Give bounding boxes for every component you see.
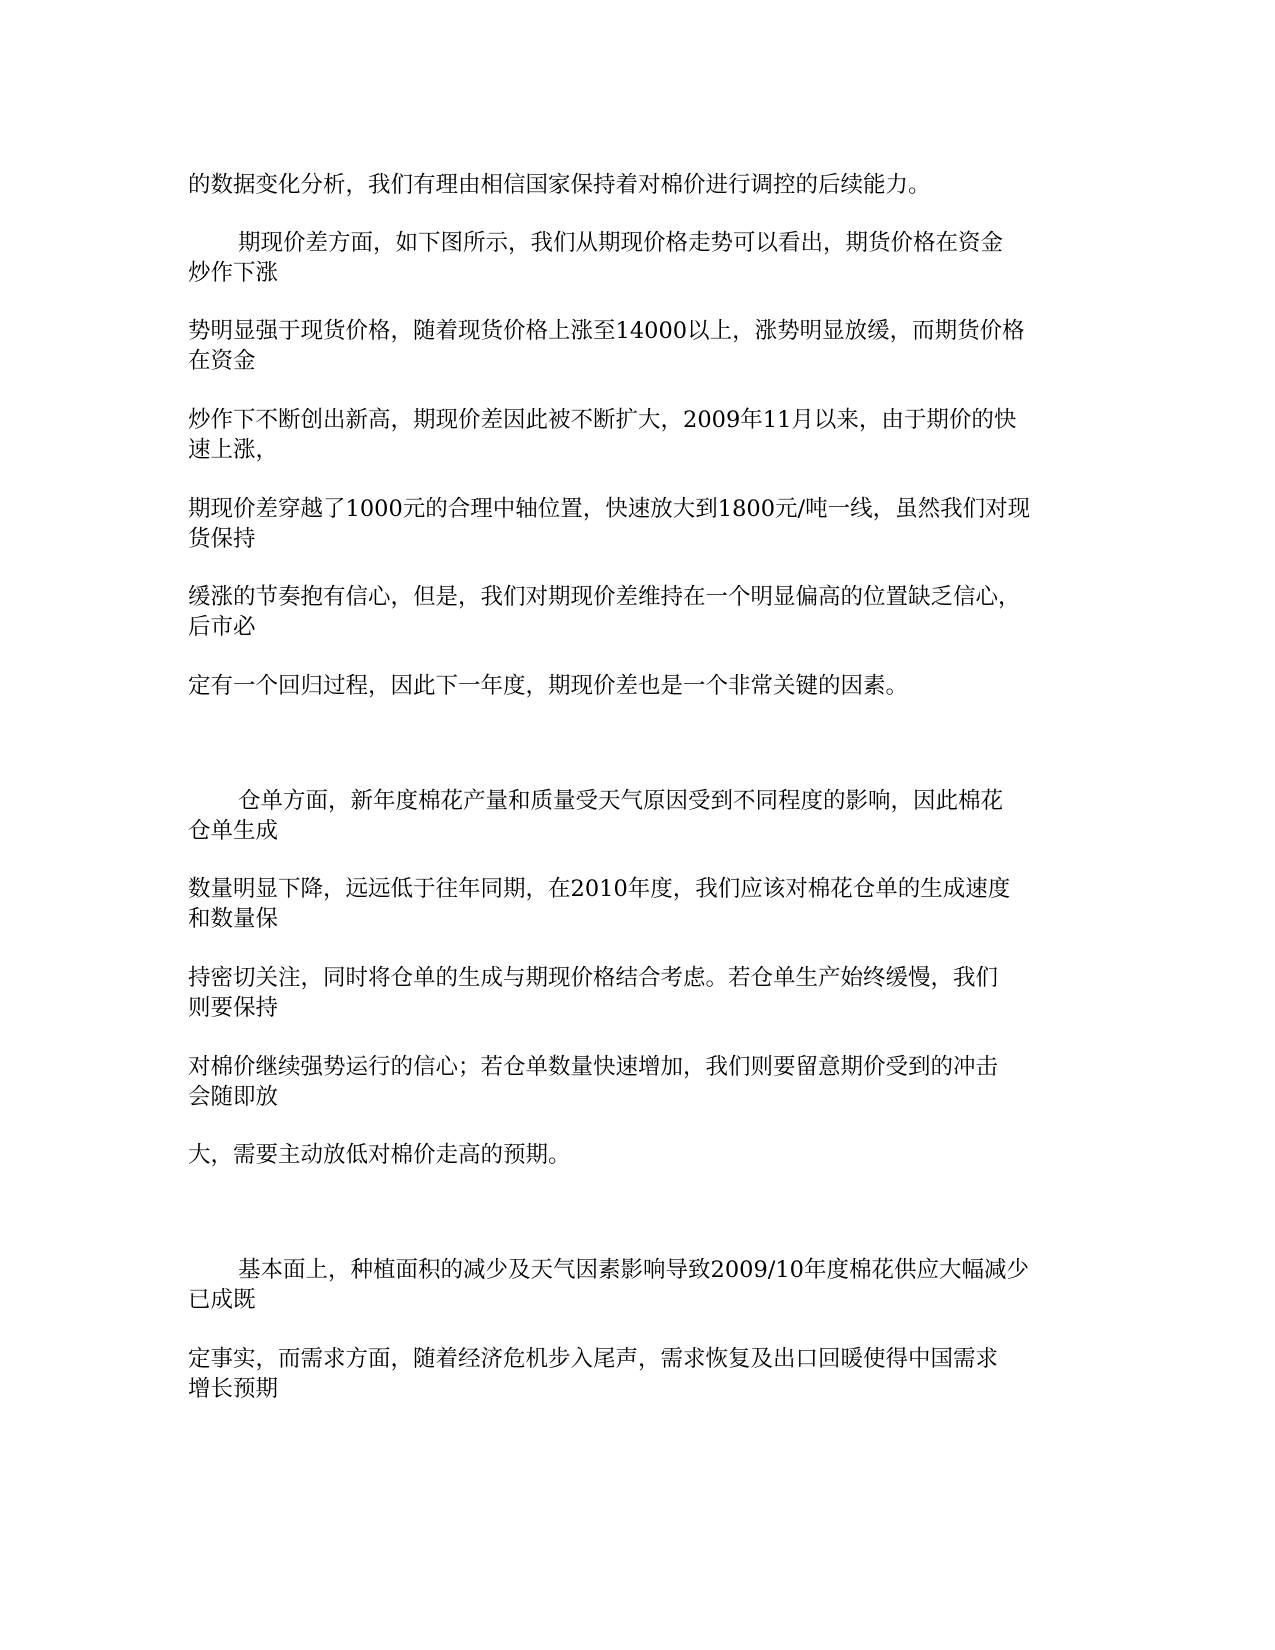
text-line: 大，需要主动放低对棉价走高的预期。 xyxy=(188,1142,571,1168)
text-line: 持密切关注，同时将仓单的生成与期现价格结合考虑。若仓单生产始终缓慢，我们 xyxy=(188,965,999,991)
paragraph-first-line: 仓单方面，新年度棉花产量和质量受天气原因受到不同程度的影响，因此棉花 xyxy=(238,788,1004,814)
text-line: 在资金 xyxy=(188,348,256,374)
text-line: 会随即放 xyxy=(188,1084,279,1110)
text-line: 缓涨的节奏抱有信心，但是，我们对期现价差维持在一个明显偏高的位置缺乏信心， xyxy=(188,584,1021,610)
text-line: 和数量保 xyxy=(188,906,279,932)
text-line: 则要保持 xyxy=(188,995,279,1021)
paragraph-first-line: 期现价差方面，如下图所示，我们从期现价格走势可以看出，期货价格在资金 xyxy=(238,230,1004,256)
text-line: 的数据变化分析，我们有理由相信国家保持着对棉价进行调控的后续能力。 xyxy=(188,172,931,198)
text-line: 增长预期 xyxy=(188,1376,279,1402)
text-line: 对棉价继续强势运行的信心；若仓单数量快速增加，我们则要留意期价受到的冲击 xyxy=(188,1054,999,1080)
text-line: 定有一个回归过程，因此下一年度，期现价差也是一个非常关键的因素。 xyxy=(188,673,909,699)
paragraph-first-line: 基本面上，种植面积的减少及天气因素影响导致2009/10年度棉花供应大幅减少 xyxy=(238,1257,1029,1283)
text-line: 势明显强于现货价格，随着现货价格上涨至14000以上，涨势明显放缓，而期货价格 xyxy=(188,318,1025,344)
text-line: 仓单生成 xyxy=(188,818,279,844)
text-line: 速上涨， xyxy=(188,437,279,463)
text-line: 炒作下涨 xyxy=(188,260,279,286)
text-line: 炒作下不断创出新高，期现价差因此被不断扩大，2009年11月以来，由于期价的快 xyxy=(188,407,1017,433)
text-line: 货保持 xyxy=(188,526,256,552)
text-line: 数量明显下降，远远低于往年同期，在2010年度，我们应该对棉花仓单的生成速度 xyxy=(188,876,1011,902)
text-line: 已成既 xyxy=(188,1287,256,1313)
text-line: 期现价差穿越了1000元的合理中轴位置，快速放大到1800元/吨一线，虽然我们对现 xyxy=(188,496,1031,522)
text-line: 后市必 xyxy=(188,614,256,640)
text-line: 定事实，而需求方面，随着经济危机步入尾声，需求恢复及出口回暖使得中国需求 xyxy=(188,1346,999,1372)
